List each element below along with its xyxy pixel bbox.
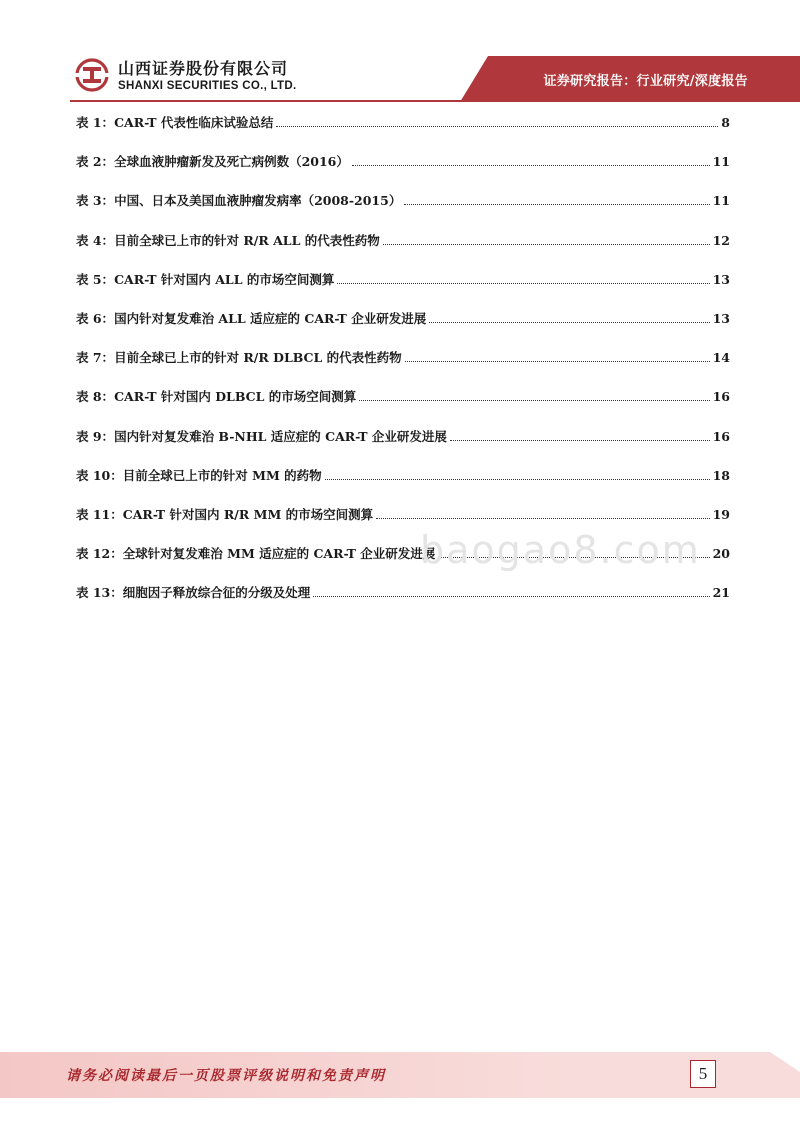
toc-page: 19 — [712, 506, 730, 522]
footer-disclaimer: 请务必阅读最后一页股票评级说明和免责声明 — [66, 1068, 386, 1084]
toc-item[interactable] — [76, 349, 730, 388]
toc-title: 细胞因子释放综合征的分级及处理 — [122, 585, 311, 601]
toc-leader — [352, 165, 710, 166]
report-type: 证券研究报告：行业研究/深度报告 — [543, 74, 748, 89]
toc-page: 14 — [712, 350, 730, 366]
toc-leader — [405, 361, 710, 362]
toc-label: 表 6： — [76, 310, 115, 326]
header-divider — [70, 100, 800, 102]
page-number: 5 — [690, 1060, 716, 1088]
toc-leader — [429, 322, 709, 323]
toc-label: 表 4： — [76, 232, 115, 248]
toc-page: 11 — [712, 154, 730, 170]
toc-item[interactable] — [76, 232, 730, 271]
company-name — [118, 60, 296, 93]
toc-page: 16 — [712, 389, 730, 405]
toc-leader — [376, 518, 709, 519]
toc-title: 中国、日本及美国血液肿瘤发病率（2008-2015） — [114, 193, 402, 209]
toc-item[interactable] — [76, 114, 730, 153]
toc-item[interactable] — [76, 584, 730, 623]
toc-page: 16 — [712, 428, 730, 444]
toc-leader — [450, 440, 710, 441]
toc-title: 国内针对复发难治 B-NHL 适应症的 CAR-T 企业研发进展 — [114, 428, 447, 444]
toc-leader — [313, 596, 709, 597]
toc-label: 表 12： — [76, 546, 123, 562]
toc-label: 表 7： — [76, 350, 115, 366]
toc-title: CAR-T 代表性临床试验总结 — [114, 115, 274, 130]
toc-title: 目前全球已上市的针对 R/R DLBCL 的代表性药物 — [114, 350, 402, 366]
toc-item[interactable] — [76, 153, 730, 192]
toc-leader — [404, 204, 709, 205]
toc-leader — [325, 479, 710, 480]
toc-label: 表 2： — [76, 154, 115, 170]
toc-page: 12 — [712, 232, 730, 248]
toc-leader — [337, 283, 709, 284]
toc-label: 表 3： — [76, 193, 115, 209]
toc-item[interactable] — [76, 388, 730, 427]
company-logo-icon — [74, 58, 110, 92]
toc-title: 全球针对复发难治 MM 适应症的 CAR-T 企业研发进展 — [122, 546, 436, 562]
toc-label: 表 13： — [76, 585, 123, 601]
toc-title: 目前全球已上市的针对 MM 的药物 — [122, 467, 322, 483]
company-name-cn: 山西证券股份有限公司 — [118, 59, 289, 78]
toc-label: 表 5： — [76, 271, 115, 287]
toc-leader — [359, 400, 709, 401]
toc-item[interactable] — [76, 310, 730, 349]
toc-page: 8 — [721, 115, 730, 130]
toc-label: 表 8： — [76, 389, 115, 405]
toc-page: 20 — [712, 546, 730, 562]
toc-title: 全球血液肿瘤新发及死亡病例数（2016） — [114, 154, 349, 170]
toc-page: 13 — [712, 271, 730, 287]
toc-label: 表 11： — [76, 506, 123, 522]
toc-label: 表 1： — [76, 115, 115, 130]
toc-page: 11 — [712, 193, 730, 209]
toc-leader — [276, 126, 718, 127]
toc-page: 18 — [712, 467, 730, 483]
toc-leader — [383, 244, 710, 245]
company-name-en: SHANXI SECURITIES CO., LTD. — [118, 80, 297, 92]
toc-title: CAR-T 针对国内 DLBCL 的市场空间测算 — [114, 389, 357, 405]
toc-page: 13 — [712, 310, 730, 326]
toc-label: 表 10： — [76, 467, 123, 483]
toc-title: CAR-T 针对国内 R/R MM 的市场空间测算 — [122, 506, 374, 522]
toc-title: CAR-T 针对国内 ALL 的市场空间测算 — [114, 271, 335, 287]
toc-title: 国内针对复发难治 ALL 适应症的 CAR-T 企业研发进展 — [114, 310, 427, 326]
toc-label: 表 9： — [76, 428, 115, 444]
watermark: baogao8.com — [420, 528, 701, 572]
toc-title: 目前全球已上市的针对 R/R ALL 的代表性药物 — [114, 232, 380, 248]
toc-page: 21 — [712, 585, 730, 601]
toc-item[interactable] — [76, 467, 730, 506]
toc-item[interactable] — [76, 428, 730, 467]
page-header — [0, 0, 800, 108]
toc-item[interactable] — [76, 271, 730, 310]
toc-item[interactable] — [76, 192, 730, 231]
